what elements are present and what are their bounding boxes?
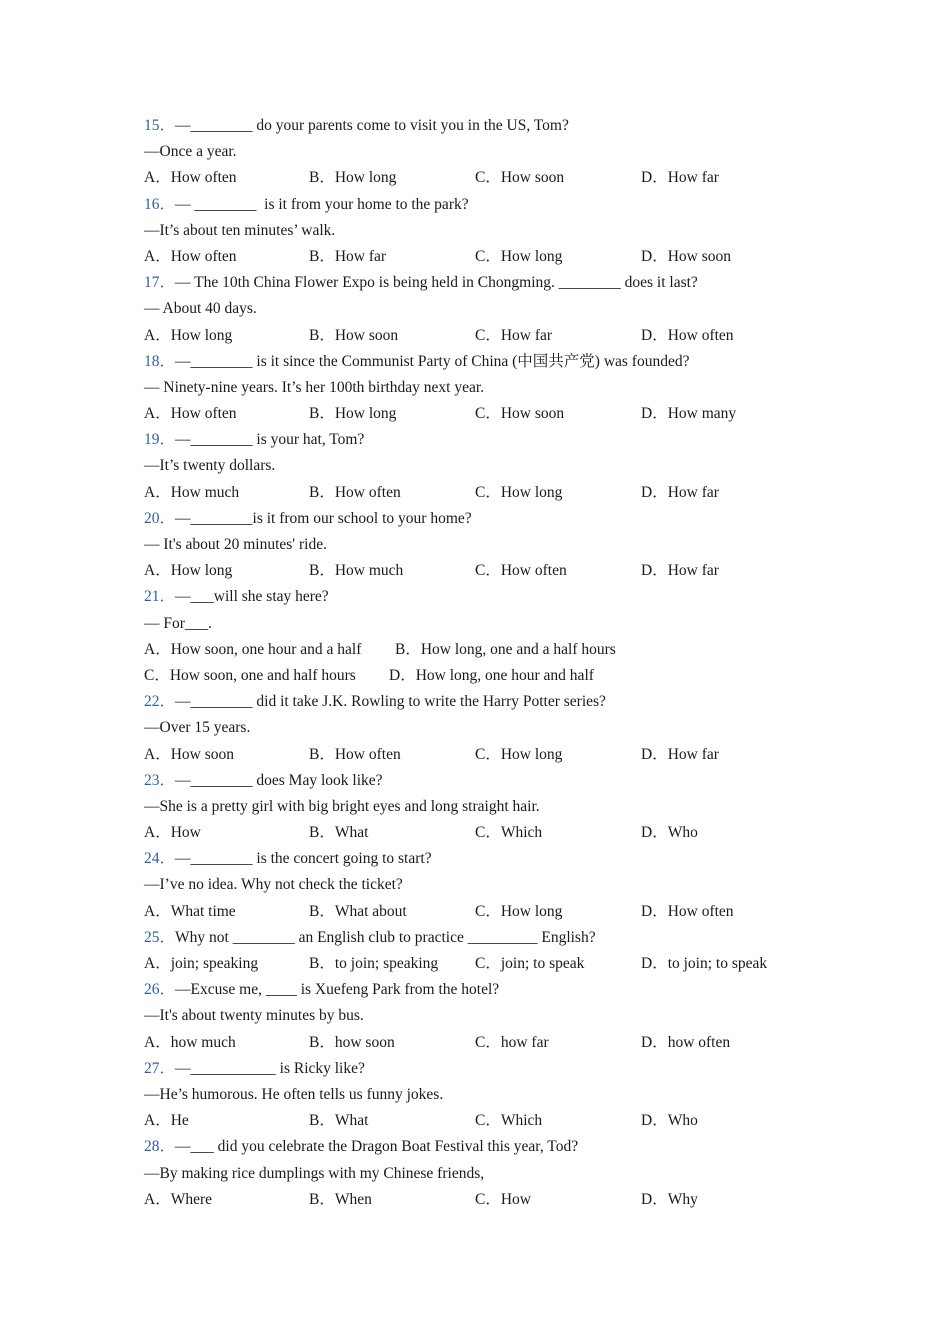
question-text: —________ did it take J.K. Rowling to write the Harry Potter series? [175,693,606,711]
question-27-answer: —He’s humorous. He often tells us funny jokes. [144,1085,444,1103]
question-17-stem [144,270,844,296]
option-a[interactable]: A．How often [144,169,237,187]
question-27-options [144,1108,844,1134]
option-c[interactable]: C．join; to speak [475,955,585,972]
option-b[interactable]: B．how soon [309,1033,395,1051]
question-text: —________ is the concert going to start? [175,850,432,868]
question-number: 19． [144,431,176,449]
option-a[interactable]: A．how much [144,1033,236,1051]
question-number: 15． [144,117,176,134]
option-d[interactable]: D．Who [641,824,698,842]
option-a[interactable]: A．Where [144,1190,212,1208]
option-d[interactable]: D．Who [641,1112,698,1130]
question-26-stem [144,977,844,1003]
question-text: —________ do your parents come to visit you in the US, Tom? [175,117,569,134]
option-d[interactable]: D．How far [641,745,719,763]
option-a[interactable]: A．How [144,824,201,842]
option-a[interactable]: A．How long [144,562,233,580]
option-c[interactable]: C．How far [475,326,553,344]
option-d[interactable]: D．How far [641,562,719,580]
option-d[interactable]: D．How far [641,169,719,187]
question-number: 22． [144,693,176,711]
option-b[interactable]: B．How long [309,169,397,187]
question-16-answer: —It’s about ten minutes’ walk. [144,221,336,239]
question-19-options [144,480,844,506]
question-text: —________ is it since the Communist Party of China (中国共产党) was founded? [175,352,690,370]
question-18-answer: — Ninety-nine years. It’s her 100th birthday next year. [144,378,485,396]
question-number: 16． [144,195,176,213]
question-number: 24． [144,850,176,868]
question-15-options [144,165,844,191]
question-21-answer: — For___. [144,614,213,632]
question-22-stem [144,689,844,715]
question-number: 26． [144,981,176,999]
question-28-options [144,1187,844,1213]
option-b[interactable]: B．to join; speaking [309,955,439,972]
question-23-answer: —She is a pretty girl with big bright eyes and long straight hair. [144,797,540,815]
question-19-answer: —It’s twenty dollars. [144,457,276,475]
option-b[interactable]: B．How soon [309,326,399,344]
question-text: — The 10th China Flower Expo is being held in Chongming. ________ does it last? [175,274,698,292]
question-number: 20． [144,509,176,527]
option-d[interactable]: D．how often [641,1033,731,1051]
option-d[interactable]: D．How many [641,405,737,423]
question-19-stem [144,427,844,453]
option-a[interactable]: A．How long [144,326,233,344]
option-d[interactable]: D．How often [641,902,734,920]
question-17-answer: — About 40 days. [144,300,257,318]
option-b[interactable]: B．How much [309,562,404,580]
option-a[interactable]: A．How soon, one hour and a half [144,640,362,658]
question-number: 27． [144,1059,176,1077]
question-text: —________ does May look like? [175,771,383,789]
question-15-stem [144,113,844,139]
question-text: —___________ is Ricky like? [175,1059,365,1077]
question-25-stem [144,925,844,951]
option-b[interactable]: B．How far [309,247,387,265]
option-c[interactable]: C．how far [475,1033,549,1051]
question-15-answer: —Once a year. [144,143,237,161]
option-d[interactable]: D．to join; to speak [641,955,768,972]
question-22-options [144,742,844,768]
question-18-stem [144,349,844,375]
option-b[interactable]: B．How long [309,405,397,423]
option-c[interactable]: C．How long [475,247,563,265]
question-16-options [144,244,844,270]
option-b[interactable]: B．What about [309,902,407,920]
question-text: —___will she stay here? [175,588,329,606]
question-number: 28． [144,1138,176,1156]
option-b[interactable]: B．When [309,1190,372,1208]
option-b[interactable]: B．What [309,824,369,842]
option-d[interactable]: D．How long, one hour and half [389,666,594,684]
question-20-answer: — It's about 20 minutes' ride. [144,536,327,553]
question-27-stem [144,1056,844,1082]
question-23-options [144,820,844,846]
option-b[interactable]: B．What [309,1112,369,1130]
question-21-options-row1 [144,637,844,663]
option-d[interactable]: D．How soon [641,247,731,265]
option-b[interactable]: B．How often [309,483,401,501]
question-28-answer: —By making rice dumplings with my Chinese friends, [144,1164,485,1182]
option-c[interactable]: C．How long [475,902,563,920]
question-24-answer: —I’ve no idea. Why not check the ticket? [144,876,403,894]
option-a[interactable]: A．How often [144,405,237,423]
option-c[interactable]: C．How soon [475,405,565,423]
option-a[interactable]: A．How often [144,247,237,265]
question-number: 25． [144,928,176,946]
worksheet [144,113,844,1213]
question-22-answer: —Over 15 years. [144,719,251,737]
question-16-stem [144,192,844,218]
option-a[interactable]: A．What time [144,902,236,920]
question-28-stem [144,1134,844,1160]
question-23-stem [144,768,844,794]
option-a[interactable]: A．He [144,1112,189,1130]
question-number: 23． [144,771,176,789]
question-text: — ________ is it from your home to the park? [175,195,469,213]
option-c[interactable]: C．How soon, one and half hours [144,666,356,684]
option-b[interactable]: B．How often [309,745,401,763]
option-c[interactable]: C．How soon [475,169,565,187]
question-text: —________is it from our school to your home? [175,509,472,527]
question-25-options [144,951,844,977]
question-21-options-row2 [144,663,844,689]
question-24-options [144,899,844,925]
option-c[interactable]: C．How long [475,483,563,501]
question-number: 17． [144,274,176,292]
question-number: 18． [144,352,176,370]
question-text: —Excuse me, ____ is Xuefeng Park from the hotel? [175,981,500,999]
option-d[interactable]: D．Why [641,1190,698,1208]
option-a[interactable]: A．How soon [144,745,234,763]
option-d[interactable]: D．How often [641,326,734,344]
option-c[interactable]: C．Which [475,824,543,842]
option-c[interactable]: C．How often [475,562,567,580]
option-c[interactable]: C．How long [475,745,563,763]
option-c[interactable]: C．How [475,1190,531,1208]
option-a[interactable]: A．join; speaking [144,955,259,972]
question-text: —___ did you celebrate the Dragon Boat Festival this year, Tod? [175,1138,579,1156]
question-text: Why not ________ an English club to practice _________ English? [175,928,596,946]
question-18-options [144,401,844,427]
question-text: —________ is your hat, Tom? [175,431,365,449]
question-20-options [144,558,844,584]
option-b[interactable]: B．How long, one and a half hours [395,640,616,658]
question-20-stem [144,506,844,532]
option-d[interactable]: D．How far [641,483,719,501]
question-number: 21． [144,588,176,606]
question-24-stem [144,846,844,872]
question-21-stem [144,584,844,610]
question-26-answer: —It's about twenty minutes by bus. [144,1007,364,1025]
option-c[interactable]: C．Which [475,1112,543,1130]
question-26-options [144,1030,844,1056]
question-17-options [144,323,844,349]
option-a[interactable]: A．How much [144,483,240,501]
